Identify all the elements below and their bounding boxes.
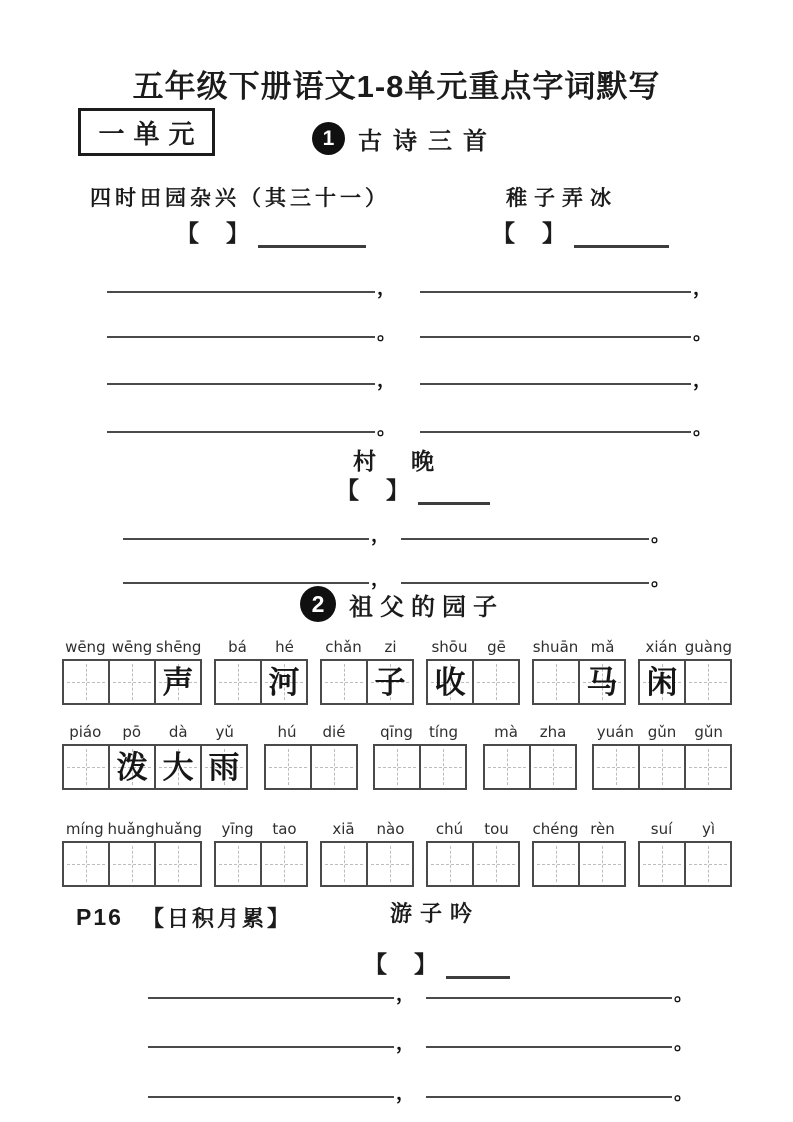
punctuation: 。 (693, 323, 713, 344)
word-grid-group (483, 719, 577, 790)
hanzi-char: 收 (434, 664, 466, 700)
pinyin-grid-row (62, 719, 732, 790)
hanzi-cell[interactable] (108, 841, 156, 887)
pinyin-syllable: zi (384, 638, 397, 656)
unit-badge (78, 108, 215, 156)
word-grid-group (426, 816, 520, 887)
pinyin-syllable: dà (168, 723, 188, 741)
hanzi-cell[interactable] (684, 744, 732, 790)
pinyin-syllable: hé (275, 638, 294, 656)
pinyin-syllable: míng (65, 820, 104, 838)
word-grid-group (592, 719, 732, 790)
writing-blank-line[interactable] (148, 1022, 394, 1048)
hanzi-cell[interactable] (310, 744, 358, 790)
writing-cells (532, 659, 626, 705)
writing-blank-line[interactable] (426, 1072, 672, 1098)
pinyin-syllable: suí (650, 820, 673, 838)
pinyin-syllable: gǔn (694, 723, 723, 741)
poem-title-zhizinongbing: 稚子弄冰 (506, 186, 618, 210)
poem-title-cunwan: 村 晚 (353, 449, 440, 474)
writing-blank-line[interactable] (148, 1072, 394, 1098)
word-grid-group (532, 816, 626, 887)
pinyin-label (214, 634, 308, 658)
writing-blank-line[interactable] (426, 1022, 672, 1048)
pinyin-syllable: shēng (155, 638, 202, 656)
hanzi-cell[interactable] (373, 744, 421, 790)
pinyin-label (483, 719, 577, 743)
writing-blank-line[interactable] (420, 267, 691, 293)
writing-cells (426, 659, 520, 705)
pinyin-syllable: shōu (431, 638, 468, 656)
writing-cells (62, 744, 248, 790)
punctuation: 。 (377, 418, 397, 439)
writing-cells (214, 659, 308, 705)
author-blank-line[interactable] (418, 485, 490, 505)
hanzi-cell[interactable] (214, 659, 262, 705)
writing-blank-line[interactable] (420, 407, 691, 433)
pinyin-syllable: piáo (69, 723, 102, 741)
pinyin-syllable: xián (645, 638, 678, 656)
verse-blank-row (420, 409, 713, 439)
pinyin-syllable: chǎn (325, 638, 362, 656)
pinyin-label (426, 634, 520, 658)
hanzi-cell[interactable] (483, 744, 531, 790)
writing-blank-line[interactable] (107, 312, 375, 338)
author-row-right (492, 215, 669, 248)
pinyin-label (373, 719, 467, 743)
hanzi-cell[interactable] (638, 744, 686, 790)
pinyin-syllable: mà (494, 723, 518, 741)
pinyin-syllable: chú (435, 820, 464, 838)
hanzi-cell[interactable] (472, 841, 520, 887)
punctuation: ， (396, 1033, 416, 1054)
pinyin-label (62, 719, 248, 743)
writing-cells (483, 744, 577, 790)
pinyin-syllable: wēng (65, 638, 106, 656)
hanzi-cell[interactable] (638, 841, 686, 887)
hanzi-cell[interactable] (592, 744, 640, 790)
writing-cells (592, 744, 732, 790)
lesson-1-title: 古诗三首 (358, 129, 498, 155)
pinyin-syllable: yǔ (215, 723, 234, 741)
punctuation: ， (377, 370, 397, 391)
pinyin-syllable: yì (701, 820, 716, 838)
punctuation: ， (377, 278, 397, 299)
pinyin-syllable: dié (322, 723, 346, 741)
hanzi-cell[interactable] (154, 841, 202, 887)
hanzi-char: 河 (268, 664, 300, 700)
verse-blank-row (148, 975, 694, 1005)
author-bracket: 【 】 (336, 477, 411, 503)
word-grid-group (264, 719, 358, 790)
word-grid-group (532, 634, 626, 705)
pinyin-syllable: zha (539, 723, 567, 741)
pinyin-syllable: huǎng (107, 820, 155, 838)
pinyin-syllable: wēng (111, 638, 153, 656)
pinyin-syllable: chéng (532, 820, 579, 838)
verse-blank-row (420, 269, 713, 299)
hanzi-cell (260, 659, 308, 705)
punctuation: 。 (674, 984, 694, 1005)
word-grid-group (426, 634, 520, 705)
poem-title-youziyin: 游子吟 (390, 901, 481, 926)
verse-blank-row (420, 314, 713, 344)
pinyin-label (532, 634, 626, 658)
punctuation: ， (396, 984, 416, 1005)
punctuation: 。 (674, 1033, 694, 1054)
hanzi-cell (108, 744, 156, 790)
lesson-2-title: 祖父的园子 (349, 594, 504, 621)
accumulation-label: 【日积月累】 (142, 906, 293, 931)
writing-blank-line[interactable] (107, 359, 375, 385)
writing-cells (426, 841, 520, 887)
lesson-1-heading (312, 121, 498, 156)
pinyin-syllable: tíng (428, 723, 459, 741)
punctuation: ， (693, 370, 713, 391)
pinyin-syllable: nào (376, 820, 405, 838)
pinyin-label (638, 634, 732, 658)
pinyin-syllable: guàng (684, 638, 732, 656)
hanzi-cell[interactable] (260, 841, 308, 887)
hanzi-cell[interactable] (684, 659, 732, 705)
writing-cells (264, 744, 358, 790)
pinyin-label (592, 719, 732, 743)
hanzi-cell[interactable] (62, 841, 110, 887)
punctuation: 。 (693, 418, 713, 439)
hanzi-cell (426, 659, 474, 705)
pinyin-label (320, 816, 414, 840)
hanzi-char: 泼 (116, 749, 148, 785)
pinyin-label (264, 719, 358, 743)
word-grid-group (62, 634, 202, 705)
hanzi-cell[interactable] (264, 744, 312, 790)
punctuation: 。 (651, 525, 671, 546)
punctuation: 。 (674, 1083, 694, 1104)
word-grid-group (62, 816, 202, 887)
author-bracket: 【 】 (492, 220, 567, 246)
word-grid-group (638, 634, 732, 705)
author-blank-line[interactable] (258, 228, 366, 248)
hanzi-cell[interactable] (529, 744, 577, 790)
pinyin-syllable: tou (484, 820, 509, 838)
writing-blank-line[interactable] (426, 973, 672, 999)
hanzi-cell[interactable] (366, 841, 414, 887)
hanzi-cell[interactable] (108, 659, 156, 705)
hanzi-cell[interactable] (684, 841, 732, 887)
hanzi-cell (154, 744, 202, 790)
verse-blank-row (107, 361, 397, 391)
writing-blank-line[interactable] (107, 267, 375, 293)
writing-blank-line[interactable] (123, 558, 369, 584)
hanzi-cell[interactable] (426, 841, 474, 887)
pinyin-syllable: yīng (221, 820, 254, 838)
pinyin-syllable: yuán (596, 723, 634, 741)
pinyin-label (532, 816, 626, 840)
pinyin-syllable: shuān (532, 638, 579, 656)
lesson-2-number-badge: 2 (300, 586, 336, 622)
pinyin-syllable: gē (487, 638, 506, 656)
word-grid-group (320, 816, 414, 887)
punctuation: 。 (377, 323, 397, 344)
pinyin-syllable: huǎng (154, 820, 202, 838)
verse-blank-row (148, 1024, 694, 1054)
verse-blank-row (420, 361, 713, 391)
pinyin-syllable: tao (272, 820, 297, 838)
writing-cells (320, 841, 414, 887)
hanzi-cell (200, 744, 248, 790)
pinyin-label (320, 634, 414, 658)
pinyin-label (426, 816, 520, 840)
page-ref: P16 (76, 904, 123, 930)
writing-cells (320, 659, 414, 705)
writing-cells (532, 841, 626, 887)
writing-cells (638, 659, 732, 705)
hanzi-cell[interactable] (419, 744, 467, 790)
writing-cells (638, 841, 732, 887)
punctuation: ， (371, 525, 391, 546)
word-grid-group (62, 719, 248, 790)
pinyin-grid-row (62, 634, 732, 705)
punctuation: ， (693, 278, 713, 299)
hanzi-char: 大 (162, 749, 194, 785)
hanzi-cell[interactable] (532, 841, 580, 887)
pinyin-syllable: pō (122, 723, 142, 741)
hanzi-cell[interactable] (578, 841, 626, 887)
hanzi-cell[interactable] (532, 659, 580, 705)
author-bracket: 【 】 (176, 220, 251, 246)
author-row-left (176, 215, 366, 248)
hanzi-cell[interactable] (62, 744, 110, 790)
verse-blank-row (107, 314, 397, 344)
pinyin-label (638, 816, 732, 840)
poem-title-sishitianyuan: 四时田园杂兴（其三十一） (90, 186, 390, 210)
lesson-1-number-badge: 1 (312, 122, 345, 155)
author-blank-line[interactable] (574, 228, 669, 248)
word-grid-group (373, 719, 467, 790)
verse-blank-row (123, 560, 671, 590)
hanzi-char: 闲 (646, 664, 678, 700)
word-grid-group (214, 634, 308, 705)
pinyin-label (62, 816, 202, 840)
word-grid-group (214, 816, 308, 887)
hanzi-cell (366, 659, 414, 705)
hanzi-cell (578, 659, 626, 705)
hanzi-cell[interactable] (320, 659, 368, 705)
writing-blank-line[interactable] (401, 558, 649, 584)
unit-badge-label: 一单元 (98, 118, 204, 149)
pinyin-syllable: qīng (380, 723, 413, 741)
hanzi-char: 声 (162, 664, 194, 700)
pinyin-syllable: rèn (590, 820, 615, 838)
writing-blank-line[interactable] (420, 359, 691, 385)
word-grid-group (320, 634, 414, 705)
hanzi-char: 雨 (208, 749, 240, 785)
writing-cells (214, 841, 308, 887)
author-bracket: 【 】 (364, 951, 439, 977)
punctuation: ， (371, 569, 391, 590)
lesson-2-heading (300, 586, 504, 622)
pinyin-label (214, 816, 308, 840)
writing-cells (62, 659, 202, 705)
page-title: 五年级下册语文1-8单元重点字词默写 (132, 68, 661, 104)
hanzi-cell[interactable] (320, 841, 368, 887)
word-grid-group (638, 816, 732, 887)
hanzi-cell (638, 659, 686, 705)
hanzi-cell[interactable] (214, 841, 262, 887)
pinyin-syllable: gǔn (647, 723, 677, 741)
pinyin-syllable: hú (277, 723, 297, 741)
hanzi-cell[interactable] (62, 659, 110, 705)
writing-blank-line[interactable] (401, 514, 649, 540)
hanzi-char: 子 (374, 664, 406, 700)
verse-blank-row (107, 409, 397, 439)
pinyin-grid-row (62, 816, 732, 887)
verse-blank-row (123, 516, 671, 546)
pinyin-syllable: bá (228, 638, 247, 656)
punctuation: 。 (651, 569, 671, 590)
pinyin-syllable: xiā (332, 820, 355, 838)
writing-blank-line[interactable] (107, 407, 375, 433)
writing-cells (373, 744, 467, 790)
writing-cells (62, 841, 202, 887)
hanzi-char: 马 (586, 664, 618, 700)
verse-blank-row (148, 1074, 694, 1104)
writing-blank-line[interactable] (123, 514, 369, 540)
verse-blank-row (107, 269, 397, 299)
author-row-cunwan (336, 472, 490, 505)
pinyin-syllable: mǎ (590, 638, 615, 656)
punctuation: ， (396, 1083, 416, 1104)
writing-blank-line[interactable] (420, 312, 691, 338)
hanzi-cell[interactable] (472, 659, 520, 705)
writing-blank-line[interactable] (148, 973, 394, 999)
pinyin-label (62, 634, 202, 658)
hanzi-cell (154, 659, 202, 705)
